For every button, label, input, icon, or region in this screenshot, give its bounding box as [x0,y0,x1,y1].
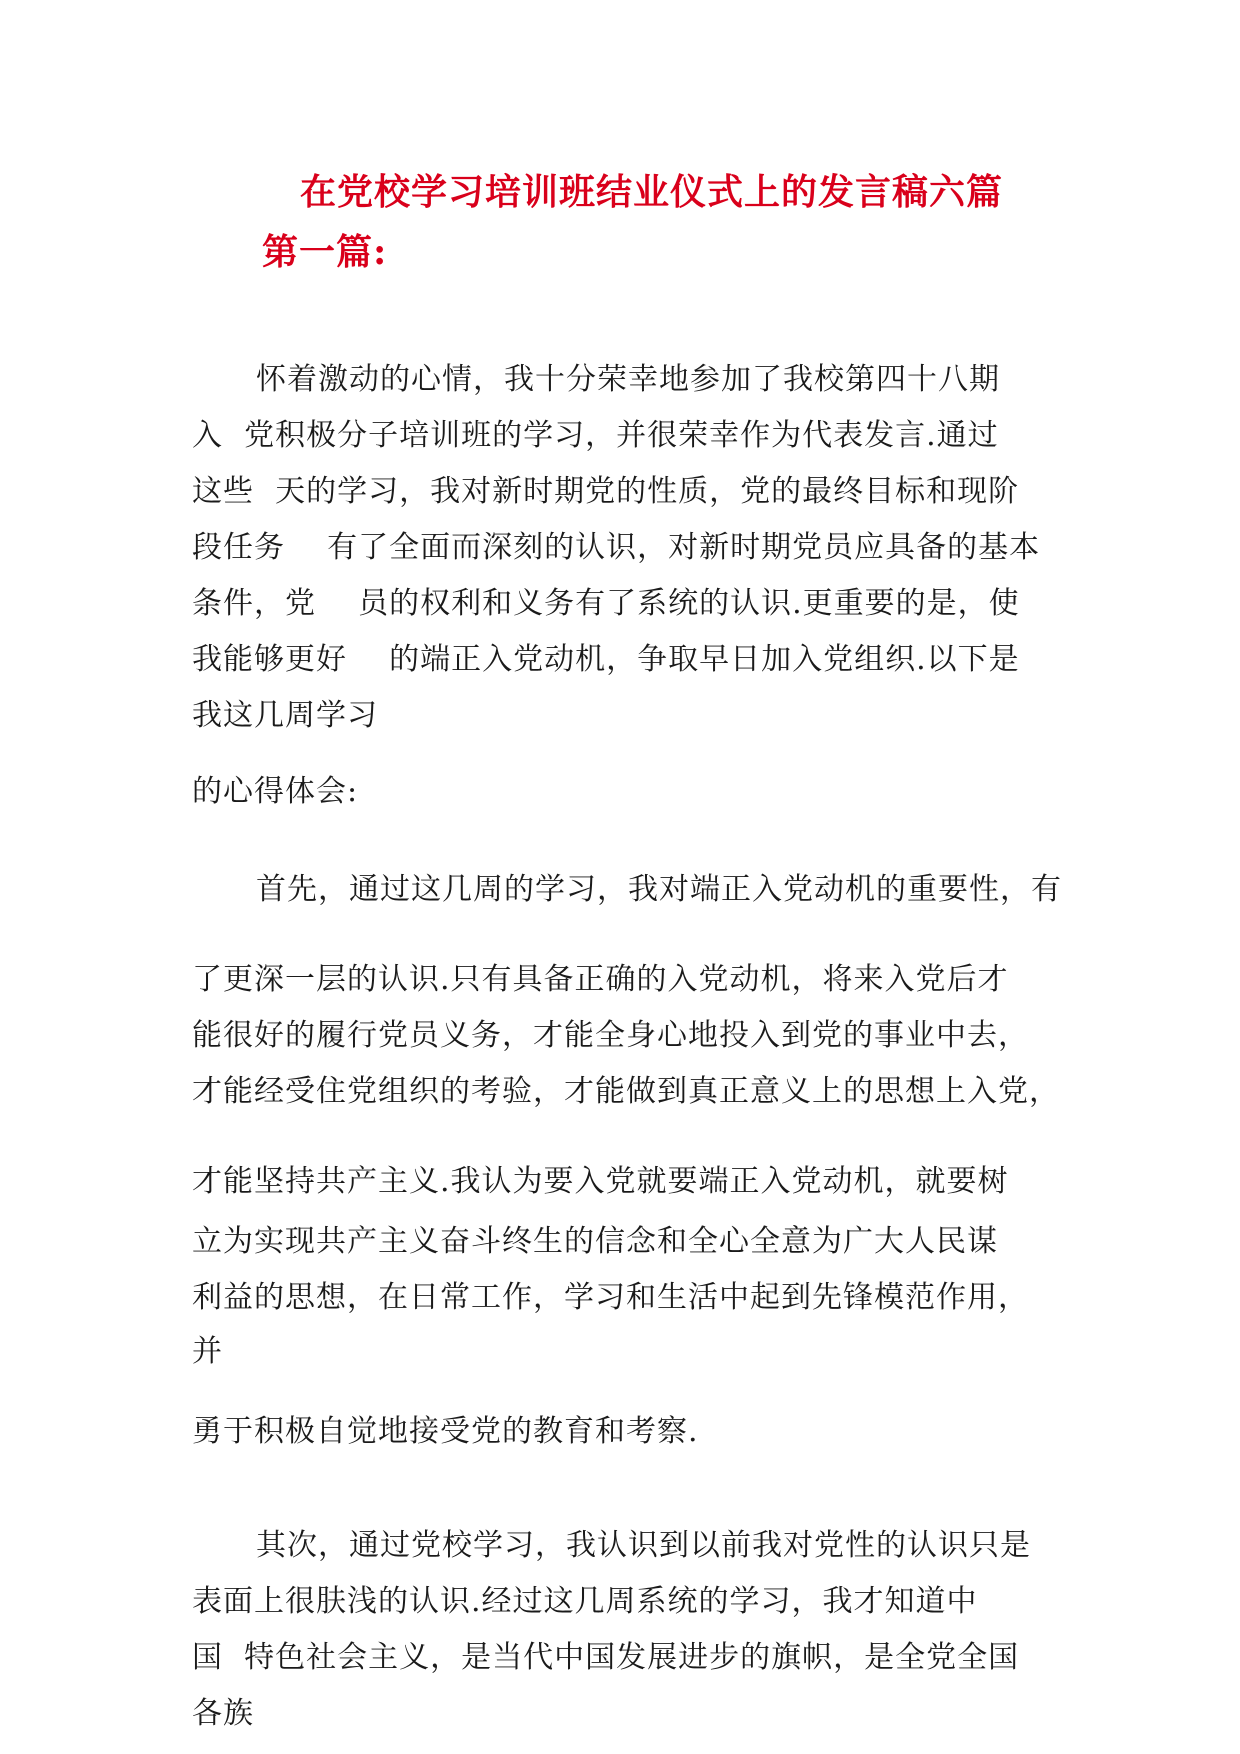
body-line-3: 这些 天的学习，我对新时期党的性质，党的最终目标和现阶 [192,474,1020,509]
body-line-5: 条件，党 员的权利和义务有了系统的认识.更重要的是，使 [192,586,1020,621]
body-line-1: 怀着激动的心情，我十分荣幸地参加了我校第四十八期 [256,362,1000,397]
body-line-2: 入 党积极分子培训班的学习，并很荣幸作为代表发言.通过 [192,418,999,453]
body-line-6: 我能够更好 的端正入党动机，争取早日加入党组织.以下是 [192,642,1020,677]
body-line-13: 才能坚持共产主义.我认为要入党就要端正入党动机，就要树 [192,1164,1009,1199]
section-heading: 第一篇: [262,231,388,273]
body-line-10: 了更深一层的认识.只有具备正确的入党动机，将来入党后才 [192,962,1009,997]
body-line-8: 的心得体会: [192,774,359,809]
document-title: 在党校学习培训班结业仪式上的发言稿六篇 [300,171,1004,213]
body-line-4: 段任务 有了全面而深刻的认识，对新时期党员应具备的基本 [192,530,1041,565]
body-line-14: 立为实现共产主义奋斗终生的信念和全心全意为广大人民谋 [192,1224,998,1259]
body-line-7: 我这几周学习 [192,698,378,733]
body-line-20: 国 特色社会主义，是当代中国发展进步的旗帜，是全党全国 [192,1640,1020,1675]
body-line-11: 能很好的履行党员义务，才能全身心地投入到党的事业中去， [192,1018,1029,1053]
body-line-17: 勇于积极自觉地接受党的教育和考察. [192,1414,699,1449]
body-line-19: 表面上很肤浅的认识.经过这几周系统的学习，我才知道中 [192,1584,978,1619]
body-line-18: 其次，通过党校学习，我认识到以前我对党性的认识只是 [256,1528,1031,1563]
body-line-9: 首先，通过这几周的学习，我对端正入党动机的重要性，有 [256,872,1062,907]
body-line-16: 并 [192,1334,223,1369]
body-line-15: 利益的思想，在日常工作，学习和生活中起到先锋模范作用， [192,1280,1029,1315]
body-line-21: 各族 [192,1696,254,1731]
body-line-12: 才能经受住党组织的考验，才能做到真正意义上的思想上入党， [192,1074,1060,1109]
